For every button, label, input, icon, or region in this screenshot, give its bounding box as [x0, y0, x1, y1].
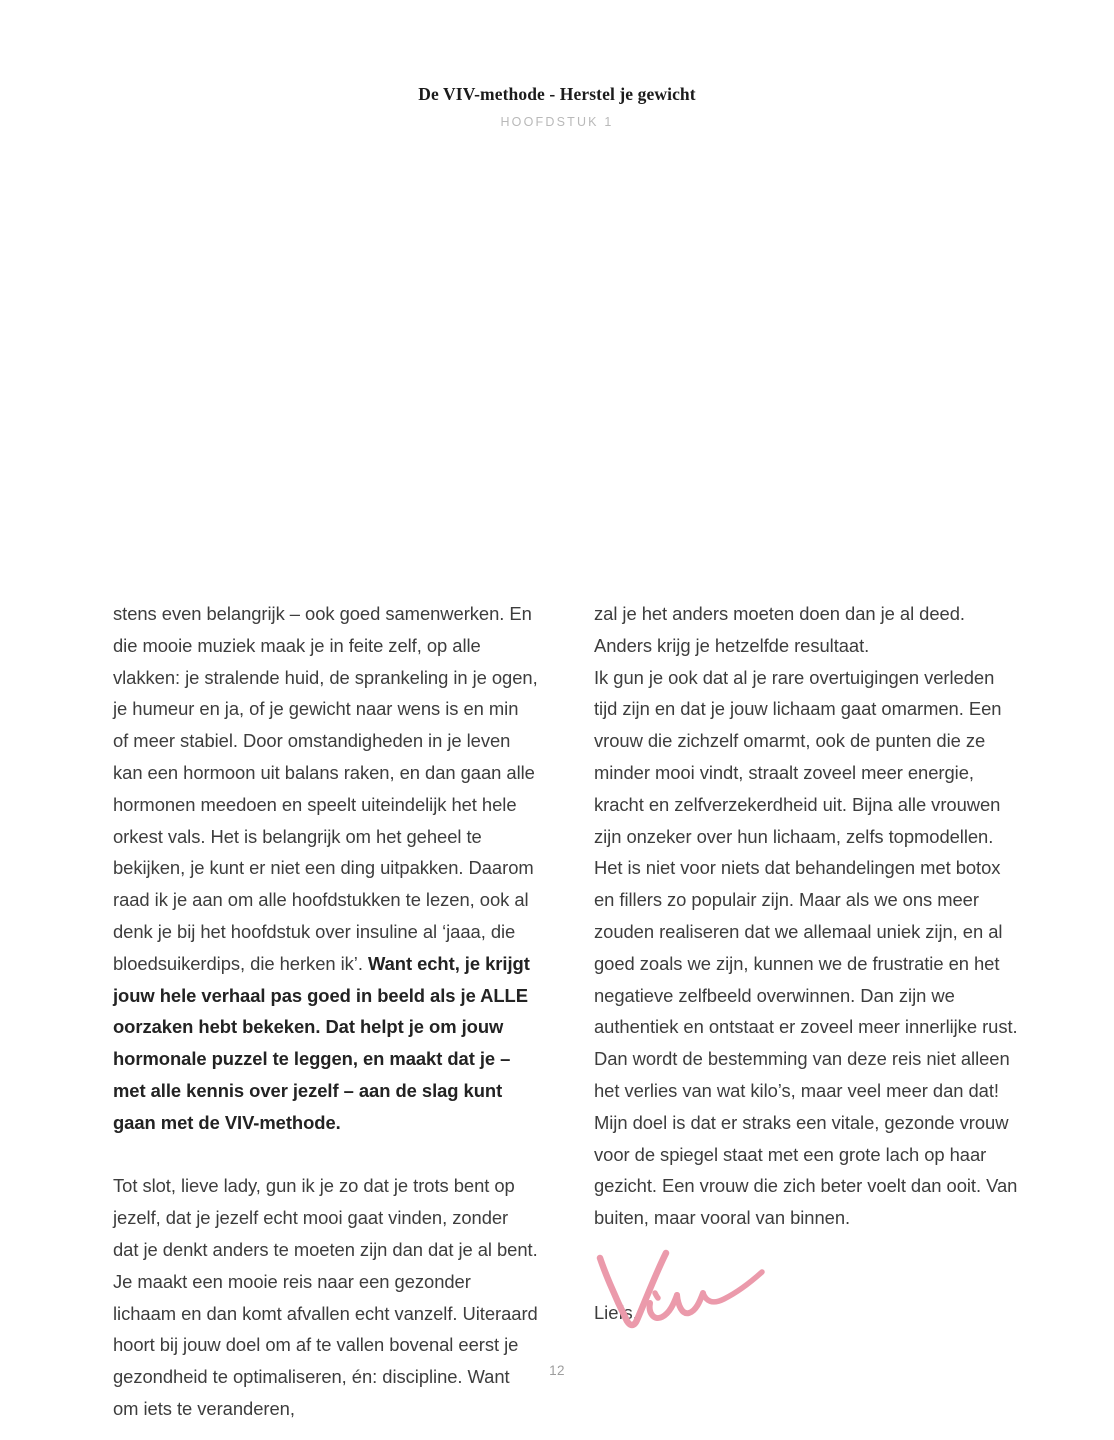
paragraph-left-2: Tot slot, lieve lady, gun ik je zo dat je trots bent op jezelf, dat je jezelf echt mooi gaat vinden, zonder dat je denkt anders te moeten zijn dan dat je al bent. Je maakt een mooie reis naar een gezonder lichaam en dan komt afvallen echt vanzelf. Uiteraard hoort bij jouw doel om af te vallen bovenal eerst je gezondheid te optimaliseren, én: discipline. Want om iets te veranderen, — [113, 1175, 538, 1419]
chapter-label: HOOFDSTUK 1 — [500, 114, 614, 129]
signature-viv — [594, 1243, 769, 1335]
paragraph-right-1: zal je het anders moeten doen dan je al deed. Anders krijg je hetzelfde resultaat. — [594, 603, 965, 656]
page-title: De VIV-methode - Herstel je gewicht — [418, 84, 696, 104]
signoff-text: Liefs, — [594, 1301, 638, 1323]
text-column-right — [594, 598, 1019, 1329]
signature-icon — [594, 1243, 769, 1335]
running-head — [0, 84, 1114, 129]
page-number: 12 — [549, 1363, 565, 1378]
text-column-left — [113, 598, 538, 1425]
paragraph-left-1-plain: stens even belangrijk – ook goed samenwerken. En die mooie muziek maak je in feite zelf, op alle vlakken: je stralende huid, de sprankeling in je ogen, je humeur en ja, of je gewicht naar wens is en min of meer stabiel. Door omstandigheden in je leven kan een hormoon uit balans raken, en dan gaan alle hormonen meedoen en speelt uiteindelijk het hele orkest vals. Het is belangrijk om het geheel te bekijken, je kunt er niet een ding uitpakken. Daarom raad ik je aan om alle hoofdstukken te lezen, ook al denk je bij het hoofdstuk over insuline al ‘jaaa, die bloedsuikerdips, die herken ik’. — [113, 603, 538, 974]
paragraph-left-1 — [113, 598, 538, 1139]
paragraph-left-1-bold: Want echt, je krijgt jouw hele verhaal pas goed in beeld als je ALLE oorzaken hebt bekeken. Dat helpt je om jouw hormonale puzzel te leggen, en maakt dat je – met alle kennis over jezelf – aan de slag kunt gaan met de VIV-methode. — [113, 952, 530, 1133]
paragraph-right-2: Ik gun je ook dat al je rare overtuigingen verleden tijd zijn en dat je jouw lichaam gaat omarmen. Een vrouw die zichzelf omarmt, ook de punten die ze minder mooi vindt, straalt zoveel meer energie, kracht en zelfverzekerdheid uit. Bijna alle vrouwen zijn onzeker over hun lichaam, zelfs topmodellen. Het is niet voor niets dat behandelingen met botox en fillers zo populair zijn. Maar als we ons meer zouden realiseren dat we allemaal uniek zijn, en al goed zoals we zijn, kunnen we de frustratie en het negatieve zelfbeeld overwinnen. Dan zijn we authentiek en ontstaat er zoveel meer innerlijke rust. Dan wordt de bestemming van deze reis niet alleen het verlies van wat kilo’s, maar veel meer dan dat! Mijn doel is dat er straks een vitale, gezonde vrouw voor de spiegel staat met een grote lach op haar gezicht. Een vrouw die zich beter voelt dan ooit. Van buiten, maar vooral van binnen. — [594, 666, 1018, 1229]
